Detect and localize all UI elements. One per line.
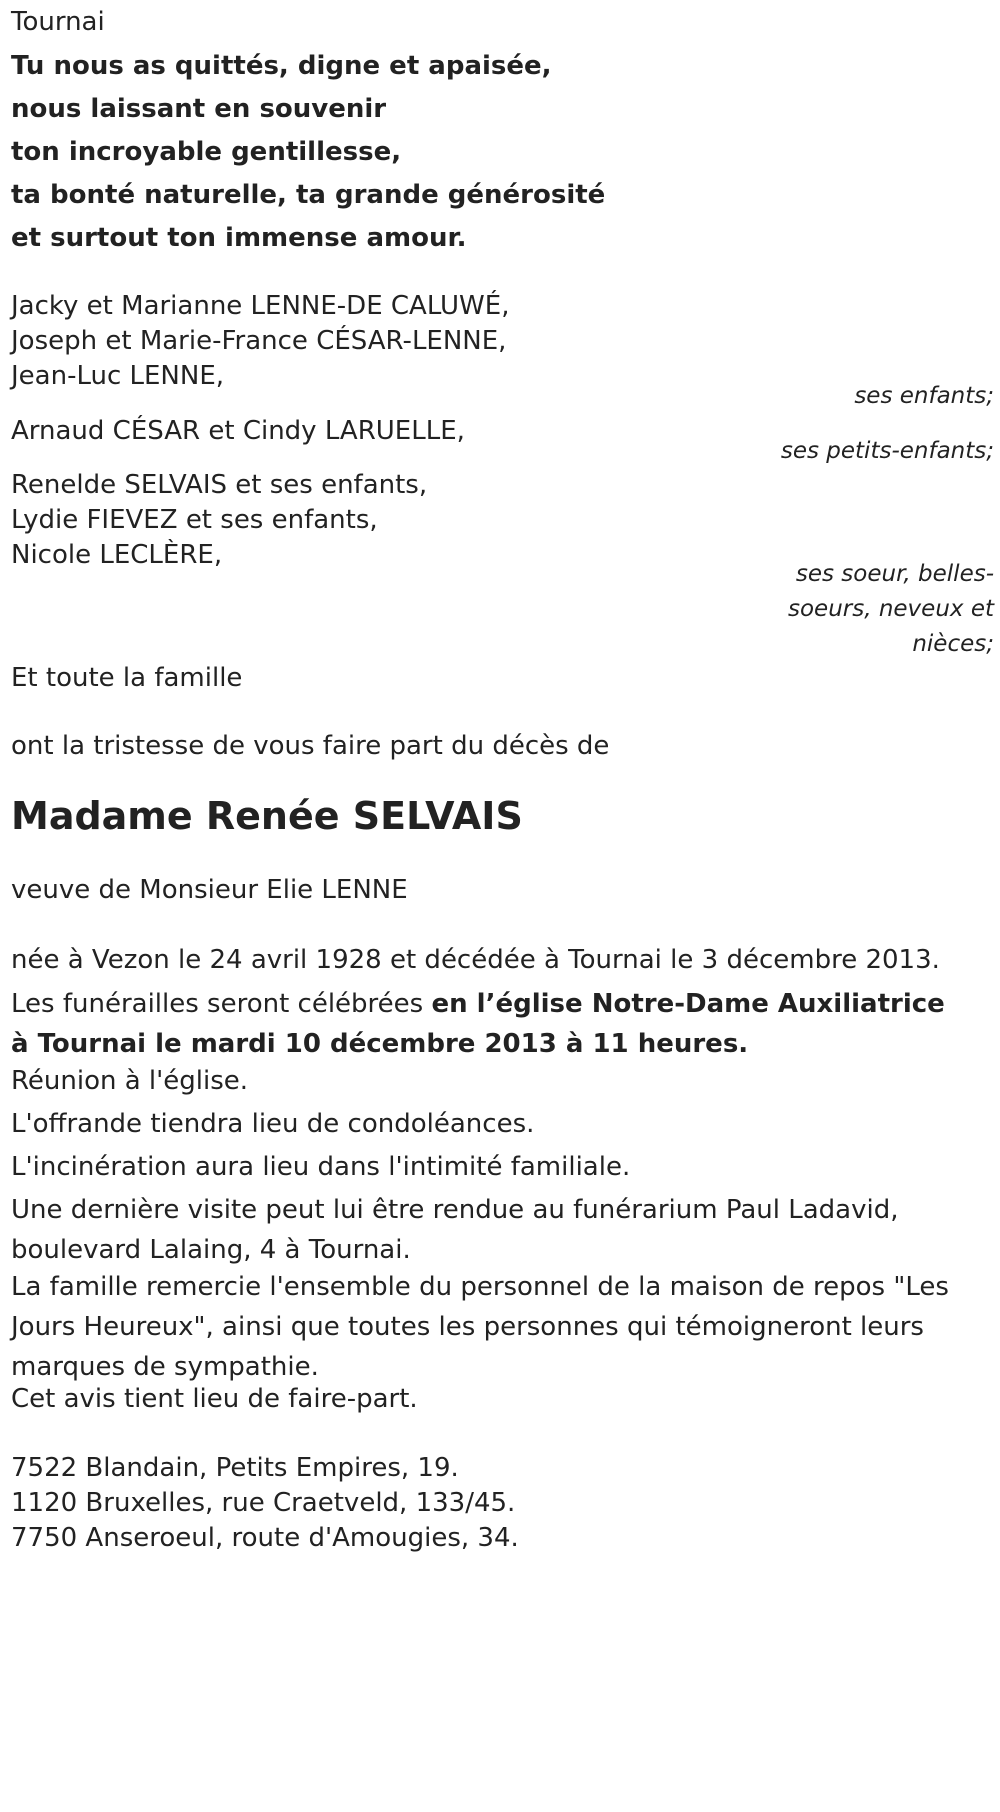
grandchildren-label: ses petits-enfants; <box>780 438 994 464</box>
visit-info: Une dernière visite peut lui être rendue au funérarium Paul Ladavid, boulevard Lalaing, 4 à Tournai. <box>11 1195 899 1265</box>
family-member: Jean-Luc LENNE, <box>11 361 225 391</box>
address: 7522 Blandain, Petits Empires, 19. <box>11 1453 459 1483</box>
siblings-label-line: ses soeur, belles- <box>795 561 994 587</box>
siblings-label-line: nièces; <box>912 631 994 657</box>
family-member: Joseph et Marie-France CÉSAR-LENNE, <box>11 326 507 356</box>
meeting-info: Réunion à l'église. <box>11 1066 249 1096</box>
notice-info: Cet avis tient lieu de faire-part. <box>11 1384 418 1414</box>
address: 7750 Anseroeul, route d'Amougies, 34. <box>11 1523 519 1553</box>
thanks-info: La famille remercie l'ensemble du personnel de la maison de repos "Les Jours Heureux", ainsi que toutes les personnes qui témoigneront leurs marques de sympathie. <box>11 1272 949 1382</box>
family-member: Lydie FIEVEZ et ses enfants, <box>11 505 378 535</box>
poem-line: ton incroyable gentillesse, <box>11 137 402 167</box>
funeral-location-time: en l’église Notre-Dame Auxiliatrice à Tournai le mardi 10 décembre 2013 à 11 heures. <box>11 989 945 1059</box>
cremation-info: L'incinération aura lieu dans l'intimité familiale. <box>11 1152 631 1182</box>
whole-family: Et toute la famille <box>11 663 243 693</box>
poem-line: ta bonté naturelle, ta grande générosité <box>11 180 606 210</box>
family-member: Arnaud CÉSAR et Cindy LARUELLE, <box>11 416 465 446</box>
funeral-details <box>11 984 971 1064</box>
family-member: Renelde SELVAIS et ses enfants, <box>11 470 428 500</box>
address: 1120 Bruxelles, rue Craetveld, 133/45. <box>11 1488 516 1518</box>
family-member: Jacky et Marianne LENNE-DE CALUWÉ, <box>11 291 510 321</box>
siblings-label-line: soeurs, neveux et <box>787 596 994 622</box>
birth-death-dates: née à Vezon le 24 avril 1928 et décédée à Tournai le 3 décembre 2013. <box>11 945 940 975</box>
funeral-prefix: Les funérailles seront célébrées <box>11 989 432 1019</box>
widow-of: veuve de Monsieur Elie LENNE <box>11 875 408 905</box>
poem-line: Tu nous as quittés, digne et apaisée, <box>11 51 552 81</box>
children-label: ses enfants; <box>854 383 994 409</box>
announcement-intro: ont la tristesse de vous faire part du décès de <box>11 731 610 761</box>
deceased-name: Madame Renée SELVAIS <box>11 794 523 838</box>
family-member: Nicole LECLÈRE, <box>11 540 223 570</box>
city-header: Tournai <box>11 7 105 37</box>
poem-line: et surtout ton immense amour. <box>11 223 467 253</box>
poem-line: nous laissant en souvenir <box>11 94 387 124</box>
offering-info: L'offrande tiendra lieu de condoléances. <box>11 1109 535 1139</box>
